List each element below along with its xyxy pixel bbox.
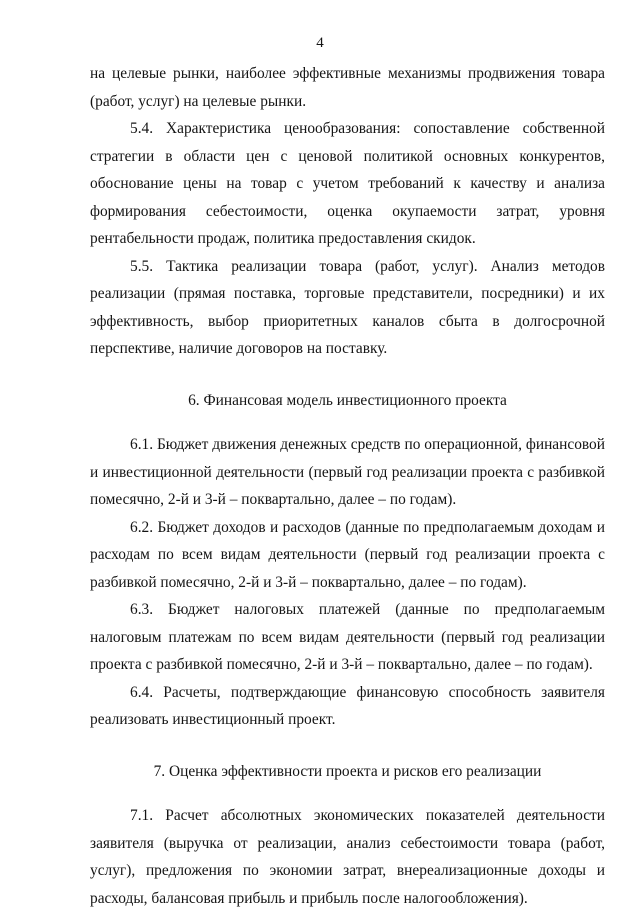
- paragraph-6-2-income-expense-budget: 6.2. Бюджет доходов и расходов (данные по предполагаемым доходам и расходам по всем видам деятельности (первый год реализации проекта с разбивкой помесячно, 2-й и 3-й – поквартально, далее – по годам).: [90, 518, 605, 591]
- paragraph-6-1-cash-flow-budget: 6.1. Бюджет движения денежных средств по операционной, финансовой и инвестиционной деятельности (первый год реализации проекта с разбивкой помесячно, 2-й и 3-й – поквартально, далее – по годам).: [90, 436, 605, 508]
- page-content: [90, 60, 605, 912]
- section-heading-7: 7. Оценка эффективности проекта и рисков его реализации: [153, 762, 542, 780]
- paragraph-5-4-pricing: 5.4. Характеристика ценообразования: сопоставление собственной стратегии в области цен с ценовой политикой основных конкурентов, обоснование цены на товар с учетом требований к качеству и анализа формирования себестоимости, оценка окупаемости затрат, уровня рентабельности продаж, политика предоставления скидок.: [90, 120, 605, 247]
- paragraph-7-1-economic-indicators: 7.1. Расчет абсолютных экономических показателей деятельности заявителя (выручка от реализации, анализ себестоимости товара (работ, услуг), предложения по экономии затрат, внереализационные доходы и расходы, балансовая прибыль и прибыль после налогообложения).: [90, 807, 605, 907]
- paragraph-marketing-continuation: на целевые рынки, наиболее эффективные механизмы продвижения товара (работ, услуг) на целевые рынки.: [90, 65, 605, 110]
- paragraph-6-3-tax-budget: 6.3. Бюджет налоговых платежей (данные по предполагаемым налоговым платежам по всем видам деятельности (первый год реализации проекта с разбивкой помесячно, 2-й и 3-й – поквартально, далее – по годам).: [90, 601, 605, 673]
- page-number: 4: [316, 35, 324, 51]
- paragraph-6-4-financial-capacity: 6.4. Расчеты, подтверждающие финансовую способность заявителя реализовать инвестиционный проект.: [90, 683, 605, 728]
- paragraph-5-5-sales-tactics: 5.5. Тактика реализации товара (работ, услуг). Анализ методов реализации (прямая поставка, торговые представители, посредники) и их эффективность, выбор приоритетных каналов сбыта в долгосрочной перспективе, наличие договоров на поставку.: [90, 257, 605, 357]
- section-heading-6: 6. Финансовая модель инвестиционного проекта: [188, 391, 507, 409]
